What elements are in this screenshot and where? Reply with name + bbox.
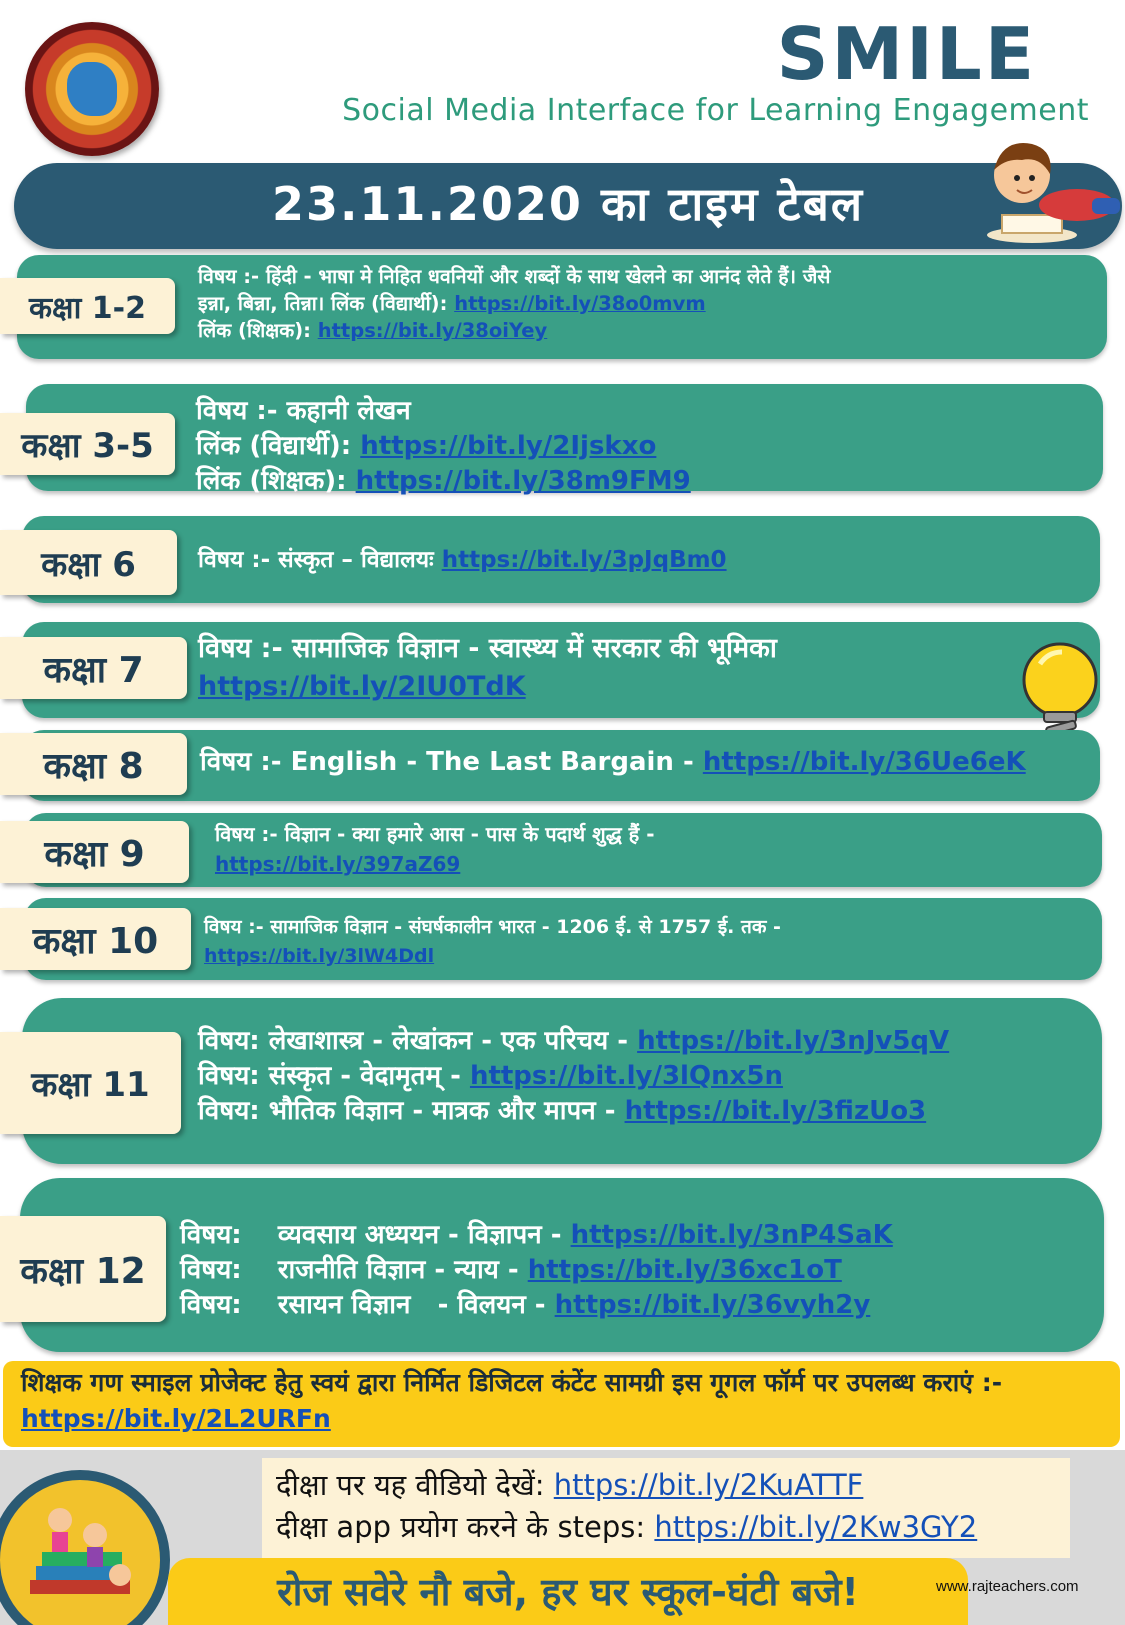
class-7-line-1: विषय :- सामाजिक विज्ञान - स्वास्थ्य में सरकार की भूमिका — [198, 633, 777, 664]
class-3-5-student-link[interactable]: https://bit.ly/2Ijskxo — [360, 431, 657, 461]
smile-subtitle: Social Media Interface for Learning Engagement — [342, 93, 1089, 128]
class-1-2-line-2 — [198, 290, 831, 317]
diksha-line-2-text: दीक्षा app प्रयोग करने के steps: — [276, 1510, 655, 1544]
class-8-line-1 — [200, 742, 1026, 782]
class-9-tag: कक्षा 9 — [0, 821, 189, 883]
class-7-link[interactable]: https://bit.ly/2IU0TdK — [198, 671, 526, 702]
class-11-link-3[interactable]: https://bit.ly/3fizUo3 — [624, 1096, 927, 1126]
class-9-link[interactable]: https://bit.ly/397aZ69 — [215, 852, 461, 876]
class-3-5-tag: कक्षा 3-5 — [0, 413, 175, 475]
class-6-line-1-text: विषय :- संस्कृत – विद्यालयः — [198, 547, 442, 573]
class-6-content — [198, 542, 727, 578]
class-6-line-1 — [198, 542, 727, 578]
class-1-2-tag: कक्षा 1-2 — [0, 278, 175, 334]
class-12-line-1-text: विषय: व्यवसाय अध्ययन - विज्ञापन - — [180, 1220, 571, 1250]
class-3-5-line-3-text: लिंक (शिक्षक): — [196, 466, 356, 496]
class-9-line-2 — [215, 849, 655, 879]
diksha-steps-link[interactable]: https://bit.ly/2Kw3GY2 — [654, 1510, 978, 1544]
class-1-2-teacher-link[interactable]: https://bit.ly/38oiYey — [317, 319, 548, 342]
class-8-link[interactable]: https://bit.ly/36Ue6eK — [702, 747, 1026, 777]
rajasthan-logo — [25, 22, 159, 156]
class-3-5-line-3 — [196, 464, 691, 499]
class-10-content — [204, 913, 781, 971]
class-1-2-line-1: विषय :- हिंदी - भाषा मे निहित धवनियों और शब्दों के साथ खेलने का आनंद लेते हैं। जैसे — [198, 265, 831, 288]
notice-form-link[interactable]: https://bit.ly/2L2URFn — [21, 1404, 331, 1433]
teacher-notice — [3, 1361, 1120, 1447]
class-6-link[interactable]: https://bit.ly/3pJqBm0 — [441, 547, 727, 573]
class-12-link-2[interactable]: https://bit.ly/36xc1oT — [527, 1255, 842, 1285]
class-12-link-1[interactable]: https://bit.ly/3nP4SaK — [570, 1220, 893, 1250]
timetable-banner — [14, 163, 1122, 249]
class-10-line-1: विषय :- सामाजिक विज्ञान - संघर्षकालीन भारत - 1206 ई. से 1757 ई. तक - — [204, 916, 781, 938]
class-1-2-line-3-text: लिंक (शिक्षक): — [198, 319, 318, 342]
class-10-line-2 — [204, 942, 781, 971]
class-12-link-3[interactable]: https://bit.ly/36vyh2y — [554, 1290, 871, 1320]
class-10-link[interactable]: https://bit.ly/3lW4Ddl — [204, 945, 435, 967]
class-8-tag: कक्षा 8 — [0, 733, 187, 795]
class-11-line-3 — [198, 1094, 949, 1129]
class-3-5-content — [196, 394, 691, 499]
class-10-tag: कक्षा 10 — [0, 908, 191, 970]
class-11-line-2 — [198, 1059, 949, 1094]
kids-books-icon — [0, 1470, 170, 1625]
smile-title: SMILE — [776, 12, 1037, 96]
footer-slogan: रोज सवेरे नौ बजे, हर घर स्कूल-घंटी बजे! — [168, 1558, 968, 1625]
class-1-2-student-link[interactable]: https://bit.ly/38o0mvm — [454, 292, 706, 315]
class-1-2-line-2-text: इन्ना, बिन्ना, तिन्ना। लिंक (विद्यार्थी): — [198, 292, 455, 315]
class-12-line-3 — [180, 1288, 893, 1323]
class-11-line-3-text: विषय: भौतिक विज्ञान - मात्रक और मापन - — [198, 1096, 625, 1126]
notice-text: शिक्षक गण स्माइल प्रोजेक्ट हेतु स्वयं द्वारा निर्मित डिजिटल कंटेंट सामग्री इस गूगल फॉर्म पर उपलब्ध कराएं :- — [21, 1368, 1003, 1397]
diksha-line-2 — [276, 1506, 1056, 1548]
class-3-5-line-2 — [196, 429, 691, 464]
class-12-content — [180, 1218, 893, 1323]
class-11-line-2-text: विषय: संस्कृत - वेदामृतम् - — [198, 1061, 470, 1091]
class-8-line-1-text: विषय :- English - The Last Bargain - — [200, 747, 703, 777]
class-8-content — [200, 742, 1026, 782]
kid-reading-icon — [962, 130, 1122, 255]
class-11-line-1 — [198, 1024, 949, 1059]
class-7-line-2 — [198, 668, 777, 706]
class-1-2-line-3 — [198, 317, 831, 344]
class-11-tag: कक्षा 11 — [0, 1032, 181, 1134]
class-12-line-2 — [180, 1253, 893, 1288]
class-11-content — [198, 1024, 949, 1129]
class-7-content — [198, 630, 777, 706]
class-3-5-line-2-text: लिंक (विद्यार्थी): — [196, 431, 361, 461]
class-6-tag: कक्षा 6 — [0, 530, 177, 595]
class-3-5-line-1: विषय :- कहानी लेखन — [196, 396, 411, 426]
class-9-content — [215, 819, 655, 879]
site-url[interactable]: www.rajteachers.com — [936, 1578, 1079, 1595]
diksha-line-1 — [276, 1464, 1056, 1506]
diksha-video-link[interactable]: https://bit.ly/2KuATTF — [553, 1468, 864, 1502]
class-3-5-teacher-link[interactable]: https://bit.ly/38m9FM9 — [355, 466, 691, 496]
timetable-title: 23.11.2020 का टाइम टेबल — [271, 177, 865, 231]
class-12-line-1 — [180, 1218, 893, 1253]
class-7-tag: कक्षा 7 — [0, 637, 187, 699]
class-9-line-1: विषय :- विज्ञान - क्या हमारे आस - पास के पदार्थ शुद्ध हैं - — [215, 822, 655, 846]
class-11-line-1-text: विषय: लेखाशास्त्र - लेखांकन - एक परिचय - — [198, 1026, 638, 1056]
class-11-link-1[interactable]: https://bit.ly/3nJv5qV — [637, 1026, 950, 1056]
class-12-line-2-text: विषय: राजनीति विज्ञान - न्याय - — [180, 1255, 528, 1285]
class-11-link-2[interactable]: https://bit.ly/3lQnx5n — [469, 1061, 783, 1091]
diksha-line-1-text: दीक्षा पर यह वीडियो देखें: — [276, 1468, 554, 1502]
class-12-line-3-text: विषय: रसायन विज्ञान - विलयन - — [180, 1290, 555, 1320]
diksha-box — [262, 1458, 1070, 1558]
class-12-tag: कक्षा 12 — [0, 1216, 166, 1322]
class-1-2-content — [198, 263, 831, 344]
